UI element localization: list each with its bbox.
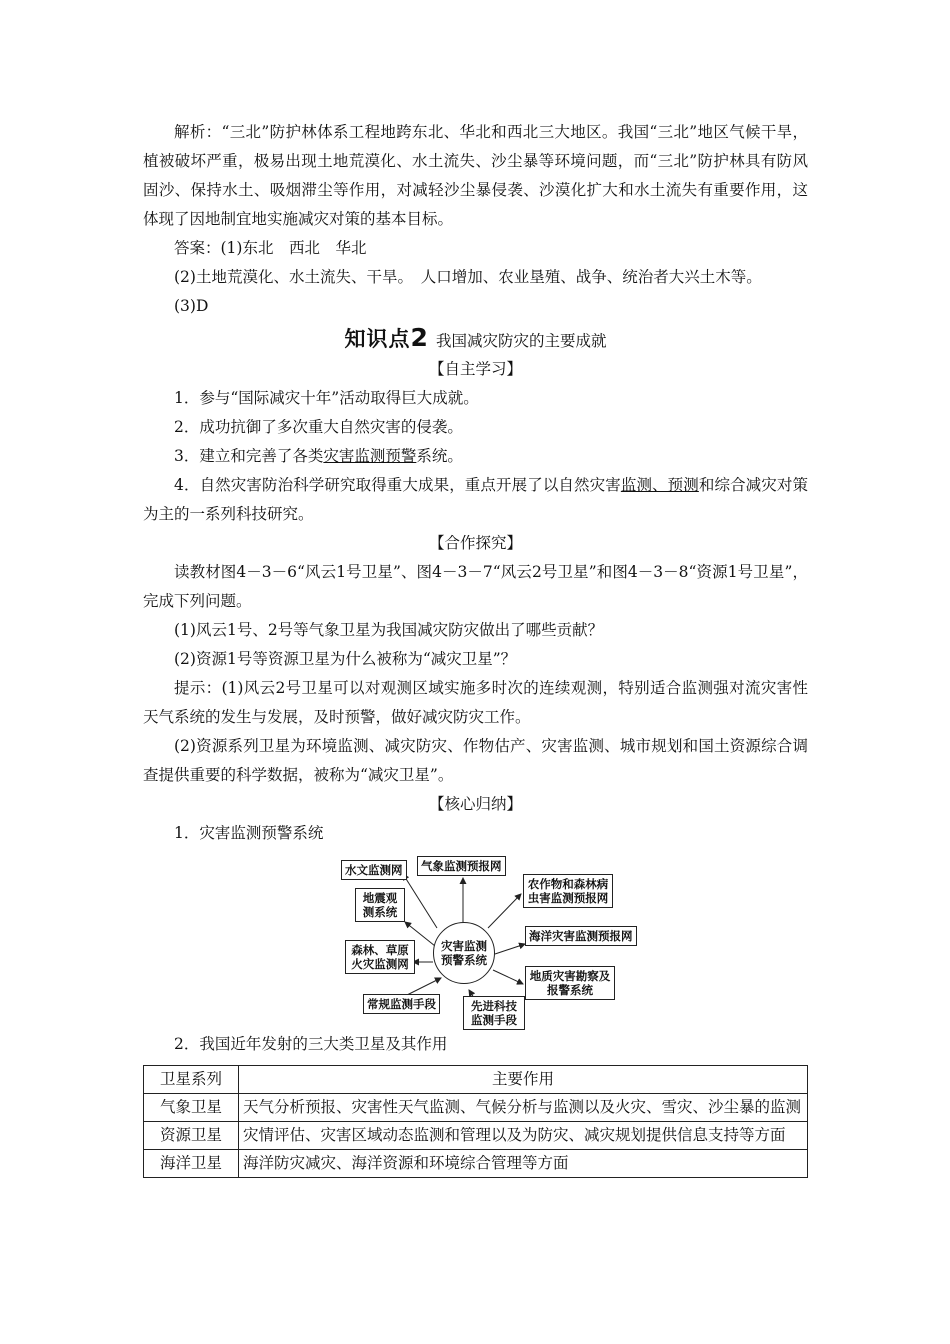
arrow [493, 970, 523, 984]
coop-intro: 读教材图4－3－6“风云1号卫星”、图4－3－7“风云2号卫星”和图4－3－8“资源1号卫星”，完成下列问题。 [143, 563, 808, 610]
text-span: 3．建立和完善了各类 [174, 447, 324, 465]
answer-line-1: 答案：(1)东北 西北 华北 [174, 239, 367, 257]
advanced-means-box: 先进科技监测手段 [463, 996, 525, 1030]
table-cell: 灾情评估、灾害区域动态监测和管理以及为防灾、减灾规划提供信息支持等方面 [239, 1122, 808, 1150]
column-header: 卫星系列 [144, 1066, 239, 1094]
text-span: 系统。 [416, 447, 463, 465]
fire-network-box: 森林、草原火灾监测网 [345, 940, 415, 974]
text-span: 4．自然灾害防治科学研究取得重大成果，重点开展了以自然灾害 [174, 476, 621, 494]
self-study-item-1: 1．参与“国际减灾十年”活动取得巨大成就。 [174, 389, 479, 407]
hub-label: 灾害监测预警系统 [441, 939, 487, 967]
arrow [403, 874, 437, 928]
table-row [144, 1094, 808, 1122]
table-header-row [144, 1066, 808, 1094]
crop-pest-network-box: 农作物和森林病虫害监测预报网 [523, 874, 613, 908]
coop-hint-2: (2)资源系列卫星为环境监测、减灾防灾、作物估产、灾害监测、城市规划和国土资源综合调查提供重要的科学数据，被称为“减灾卫星”。 [143, 737, 808, 784]
table-row [144, 1150, 808, 1178]
arrow [488, 894, 521, 928]
section-heading [143, 323, 808, 353]
self-study-item-4 [143, 471, 808, 529]
text-span: 和综合减灾对策为主的一系列科技研究。 [143, 476, 808, 523]
satellite-table [143, 1065, 808, 1178]
core-item-2: 2．我国近年发射的三大类卫星及其作用 [174, 1035, 448, 1053]
coop-header: 【合作探究】 [428, 534, 522, 552]
table-row [144, 1122, 808, 1150]
section-title: 我国减灾防灾的主要成就 [435, 332, 607, 350]
knowledge-point-label: 知识点 [344, 327, 411, 351]
table-cell: 气象卫星 [144, 1094, 239, 1122]
ocean-network-box: 海洋灾害监测预报网 [525, 926, 637, 946]
knowledge-point-number: 2 [410, 323, 428, 352]
seismic-system-box: 地震观测系统 [355, 888, 405, 922]
core-header: 【核心归纳】 [428, 795, 522, 813]
table-cell: 海洋卫星 [144, 1150, 239, 1178]
coop-question-1: (1)风云1号、2号等气象卫星为我国减灾防灾做出了哪些贡献？ [174, 621, 604, 639]
geology-system-box: 地质灾害勘察及报警系统 [525, 966, 615, 1000]
table-cell: 海洋防灾减灾、海洋资源和环境综合管理等方面 [239, 1150, 808, 1178]
answer-line-2: (2)土地荒漠化、水土流失、干旱。 人口增加、农业垦殖、战争、统治者大兴土木等。 [174, 268, 762, 286]
hydrology-network-box: 水文监测网 [341, 860, 407, 880]
self-study-item-2: 2．成功抗御了多次重大自然灾害的侵袭。 [174, 418, 463, 436]
table-cell: 天气分析预报、灾害性天气监测、气候分析与监测以及火灾、雪灾、沙尘暴的监测 [239, 1094, 808, 1122]
table-cell: 资源卫星 [144, 1122, 239, 1150]
underlined-answer: 监测、预测 [620, 476, 699, 494]
underlined-answer: 灾害监测预警 [323, 447, 417, 465]
monitoring-system-diagram [143, 854, 808, 1026]
coop-hint-1: 提示：(1)风云2号卫星可以对观测区域实施多时次的连续观测，特别适合监测强对流灾害性天气系统的发生与发展，及时预警，做好减灾防灾工作。 [143, 679, 808, 726]
analysis-paragraph: 解析：“三北”防护林体系工程地跨东北、华北和西北三大地区。我国“三北”地区气候干旱，植被破坏严重，极易出现土地荒漠化、水土流失、沙尘暴等环境问题，而“三北”防护林具有防风固沙、保持水土、吸烟滞尘等作用，对减轻沙尘暴侵袭、沙漠化扩大和水土流失有重要作用，这体现了因地制宜地实施减灾对策的基本目标。 [143, 123, 808, 228]
answer-line-3: (3)D [174, 297, 209, 315]
core-item-1: 1．灾害监测预警系统 [174, 824, 324, 842]
column-header: 主要作用 [239, 1066, 808, 1094]
meteorology-network-box: 气象监测预报网 [417, 856, 506, 876]
central-hub [433, 922, 495, 984]
conventional-means-box: 常规监测手段 [363, 994, 440, 1014]
arrow [495, 944, 525, 954]
self-study-item-3 [143, 442, 808, 471]
coop-question-2: (2)资源1号等资源卫星为什么被称为“减灾卫星”？ [174, 650, 517, 668]
self-study-header: 【自主学习】 [428, 360, 522, 378]
document-page [143, 118, 808, 1178]
